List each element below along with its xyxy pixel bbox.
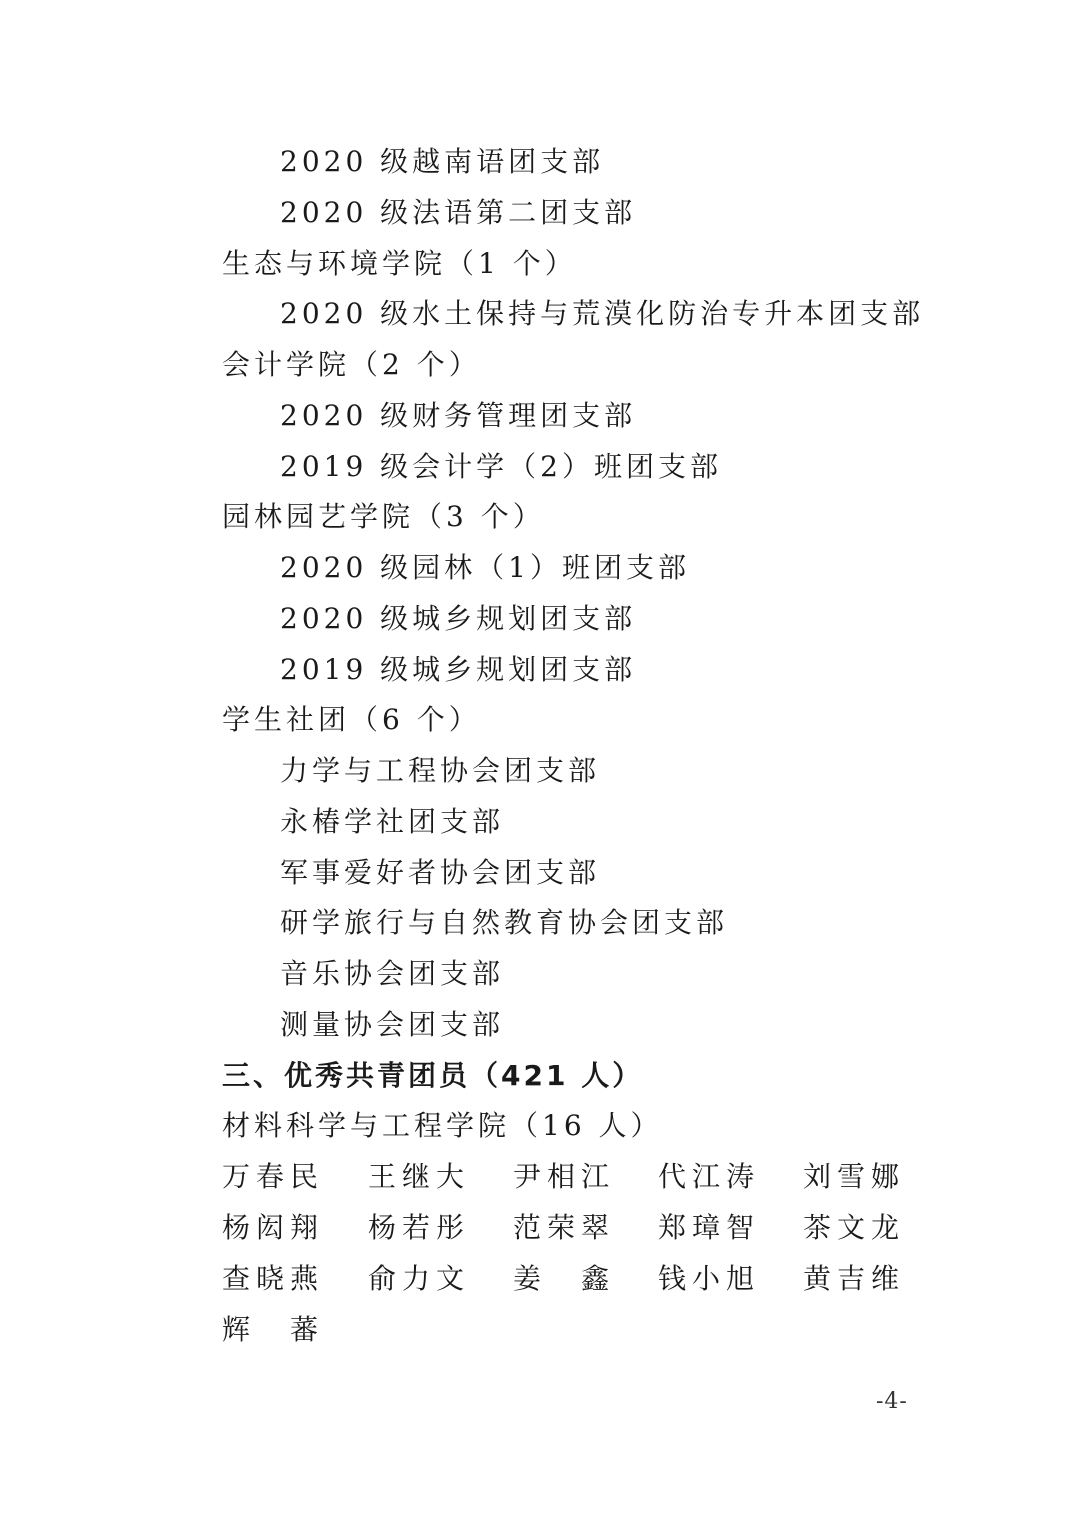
branch-item: 力学与工程协会团支部 (280, 754, 601, 787)
member-name: 辉 蕃 (222, 1313, 325, 1346)
branch-item: 永椿学社团支部 (280, 805, 505, 838)
branch-item: 2020 级城乡规划团支部 (280, 602, 637, 635)
member-name: 郑璋智 (658, 1211, 761, 1244)
member-name: 尹相江 (513, 1160, 616, 1193)
member-name: 王继大 (368, 1160, 471, 1193)
branch-item: 2019 级城乡规划团支部 (280, 653, 637, 686)
branch-item: 2019 级会计学（2）班团支部 (280, 450, 722, 483)
college-heading: 园林园艺学院（3 个） (222, 500, 545, 533)
member-name: 茶文龙 (803, 1211, 906, 1244)
branch-item: 研学旅行与自然教育协会团支部 (280, 906, 729, 939)
college-heading: 生态与环境学院（1 个） (222, 247, 577, 280)
branch-item: 音乐协会团支部 (280, 957, 505, 990)
member-name: 俞力文 (368, 1262, 471, 1295)
member-name: 杨闳翔 (222, 1211, 325, 1244)
member-name: 万春民 (222, 1160, 325, 1193)
member-name: 代江涛 (658, 1160, 761, 1193)
branch-item: 2020 级水土保持与荒漠化防治专升本团支部 (280, 297, 925, 330)
member-name: 钱小旭 (658, 1262, 761, 1295)
member-name: 黄吉维 (803, 1262, 906, 1295)
member-name: 范荣翠 (513, 1211, 616, 1244)
branch-item: 军事爱好者协会团支部 (280, 856, 601, 889)
college-heading: 学生社团（6 个） (222, 703, 481, 736)
branch-item: 2020 级财务管理团支部 (280, 399, 637, 432)
college-heading: 会计学院（2 个） (222, 348, 481, 381)
branch-item: 测量协会团支部 (280, 1008, 505, 1041)
section-three-title: 三、优秀共青团员（421 人） (222, 1059, 644, 1092)
member-name: 姜 鑫 (513, 1262, 616, 1295)
member-name: 杨若彤 (368, 1211, 471, 1244)
page-number: -4- (876, 1389, 908, 1414)
member-name: 查晓燕 (222, 1262, 325, 1295)
branch-item: 2020 级越南语团支部 (280, 145, 605, 178)
branch-item: 2020 级园林（1）班团支部 (280, 551, 690, 584)
branch-item: 2020 级法语第二团支部 (280, 196, 637, 229)
member-name: 刘雪娜 (803, 1160, 906, 1193)
college-heading: 材料科学与工程学院（16 人） (222, 1109, 663, 1142)
